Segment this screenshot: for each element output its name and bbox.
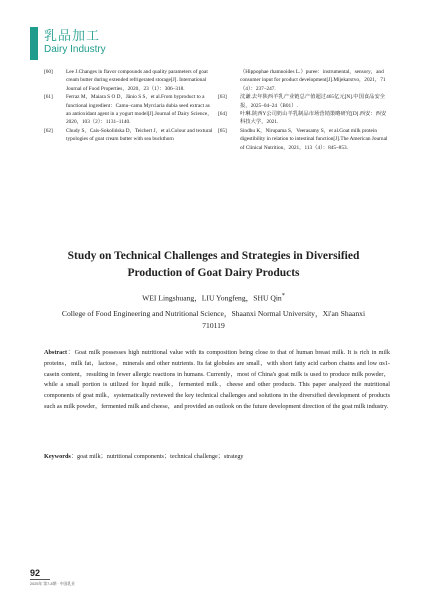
reference-number: [61] <box>44 94 53 101</box>
reference-number: [62] <box>44 127 53 134</box>
reference-text: Lee J.Changes in flavor compounds and quality parameters of goat cream butter during extended refrigerated storage[J]. International Journal of Food Properties，2020，23（1）：306–318. <box>66 69 208 92</box>
abstract-label: Abstract <box>44 349 68 356</box>
reference-item <box>44 127 214 144</box>
reference-text: Ferraz M，Maiara S O D，Jânio S S，et al.From byproduct to a functional ingredient：Camu–camu Myrciaria dubia seed extract as an antioxidant agent in a yogurt model[J].Journal of Dairy Science，2020，103（2）：1131–1140. <box>66 94 213 126</box>
article-title-line-2: Production of Goat Dairy Products <box>127 267 300 279</box>
corresponding-author-mark: * <box>281 292 285 299</box>
keywords-text: ：goat milk；nutritional components；technical challenge；strategy <box>70 453 244 460</box>
keywords-label: Keywords <box>44 453 71 460</box>
author-affiliation <box>60 308 367 332</box>
abstract <box>44 348 390 413</box>
reference-item <box>218 93 390 110</box>
journal-section-title-en: Dairy Industry <box>44 44 106 55</box>
reference-text: Sindhu K，Nirupama S，Veerasamy S，et al.Goat milk protein digestibility in relation to intestinal function[J].The American Journal of Clinical Nutrition，2021，113（4）：845–853. <box>240 127 388 151</box>
reference-text: 沈谦.去年陕西羊乳产业链总产值超过465亿元[N].中国食品安全报，2025–04–24（B01）. <box>240 94 386 109</box>
author-names: WEI Lingshuang，LIU Yongfeng，SHU Qin <box>142 293 282 303</box>
reference-number: [63] <box>218 94 227 101</box>
reference-item <box>44 93 214 127</box>
reference-text: 叶琳.陕西Y公司奶山羊乳制品市场营销策略研究[D].西安：西安科技大学，2021. <box>240 111 387 126</box>
reference-number: [64] <box>218 111 227 118</box>
reference-text: （Hippophae rhamnoides L.）puree：instrumental，sensory，and consumer input for product development[J].Mljekarstvo，2021，71（4）：237–247. <box>240 69 386 92</box>
issue-info: 2025年 第7-8期 · 中国乳业 <box>30 582 75 586</box>
reference-number: [60] <box>44 69 53 75</box>
journal-section-title-cn: 乳品加工 <box>44 29 101 44</box>
reference-item <box>218 110 390 127</box>
reference-item-continued <box>218 68 390 93</box>
article-title-line-1: Study on Technical Challenges and Strategies in Diversified <box>67 250 360 262</box>
article-authors <box>30 292 397 304</box>
reference-item <box>44 68 214 93</box>
references-left-column <box>44 68 214 144</box>
reference-number: [65] <box>218 127 227 134</box>
abstract-text: ：Goat milk possesses high nutritional value with its composition being close to that of human breast milk. It is rich in milk proteins，milk fat，lactose，minerals and other nutrients. Its fat globules are small，with short fatty acid carbon chains and low αs1-casein content，resulting in fewer allergic reactions in humans. Currently，most of China's goat milk is used to produce milk powder，while a small portion is utilized for liquid milk，fermented milk，cheese and other products. This paper analyzed the nutritional components of goat milk，systematically reviewed the key technical challenges and solutions in the diversified development of products such as milk powder，fermented milk and cheese，and provided an outlook on the future development direction of the goat milk industry. <box>44 349 390 410</box>
affiliation-line-2: 710119 <box>202 321 225 330</box>
references-right-column <box>218 68 390 152</box>
affiliation-line-1: College of Food Engineering and Nutritional Science，Shaanxi Normal University，Xi'an Shaanxi <box>61 309 366 318</box>
keywords <box>44 452 390 462</box>
article-title <box>30 248 397 282</box>
reference-text: Chudy S，Cais-Sokolińska D，Teichert J，et al.Colour and textural typologies of goat cream butter with sea buckthorn <box>66 127 213 143</box>
reference-item <box>218 127 390 152</box>
header-accent-bar <box>30 27 38 60</box>
footer-divider <box>30 579 50 580</box>
page-number: 92 <box>30 568 41 578</box>
